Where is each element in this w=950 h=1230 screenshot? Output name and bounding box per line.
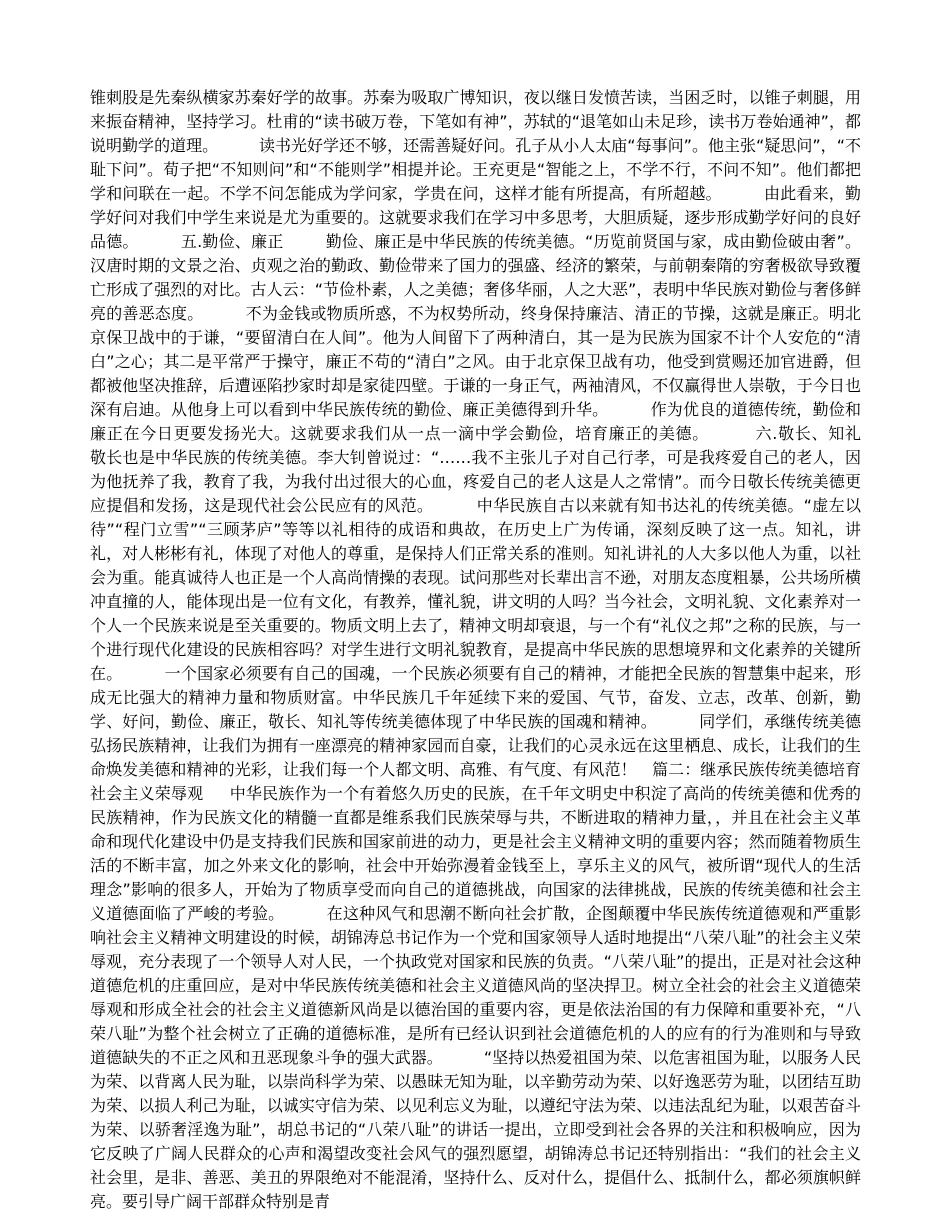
document-body-text: 锥刺股是先秦纵横家苏秦好学的故事。苏秦为吸取广博知识，夜以继日发愤苦读，当困乏时，以锥子刺腿，用来振奋精神，坚持学习。杜甫的“读书破万卷，下笔如有神”，苏轼的“退笔如山未足珍，读书万卷始通神”，都说明勤学的道理。 读书光好学还不够，还需善疑好问。孔子从小人太庙“每事问”。他主张“疑思问”，“不耻下问”。荀子把“不知则问”和“不能则学”相提并论。王充更是“智能之上，不学不行，不问不知”。他们都把学和问联在一起。不学不问怎能成为学问家，学贵在问，这样才能有所提高，有所超越。 由此看来，勤学好问对我们中学生来说是尤为重要的。这就要求我们在学习中多思考，大胆质疑，逐步形成勤学好问的良好品德。 五.勤俭、廉正 勤俭、廉正是中华民族的传统美德。“历览前贤国与家，成由勤俭破由奢”。汉唐时期的文景之治、贞观之治的勤政、勤俭带来了国力的强盛、经济的繁荣，与前朝秦隋的穷奢极欲导致覆亡形成了强烈的对比。古人云：“节俭朴素，人之美德；奢侈华丽，人之大恶”，表明中华民族对勤俭与奢侈鲜亮的善恶态度。 不为金钱或物质所惑，不为权势所动，终身保持廉洁、清正的节操，这就是廉正。明北京保卫战中的于谦，“要留清白在人间”。他为人间留下了两种清白，其一是为民族为国家不计个人安危的“清白”之心；其二是平常严于操守，廉正不苟的“清白”之风。由于北京保卫战有功，他受到赏赐还加官进爵，但都被他坚决推辞，后遭诬陷抄家时却是家徒四壁。于谦的一身正气，两袖清风，不仅赢得世人崇敬，于今日也深有启迪。从他身上可以看到中华民族传统的勤俭、廉正美德得到升华。 作为优良的道德传统，勤俭和廉正在今日更要发扬光大。这就要求我们从一点一滴中学会勤俭，培育廉正的美德。 六.敬长、知礼 敬长也是中华民族的传统美德。李大钊曾说过：“……我不主张儿子对自己行孝，可是我疼爱自己的老人，因为他抚养了我，教育了我，为我付出过很大的心血，疼爱自己的老人这是人之常情”。而今日敬长传统美德更应提倡和发扬，这是现代社会公民应有的风范。 中华民族自古以来就有知书达礼的传统美德。“虚左以待”“程门立雪”“三顾茅庐”等等以礼相待的成语和典故，在历史上广为传诵，深刻反映了这一点。知礼，讲礼，对人彬彬有礼，体现了对他人的尊重，是保持人们正常关系的准则。知礼讲礼的人大多以他人为重，以社会为重。能真诚待人也正是一个人高尚情操的表现。试问那些对长辈出言不逊，对朋友态度粗暴，公共场所横冲直撞的人，能体现出是一位有文化，有教养，懂礼貌，讲文明的人吗？当今社会，文明礼貌、文化素养对一个人一个民族来说是至关重要的。物质文明上去了，精神文明却衰退，与一个有“礼仪之邦”之称的民族，与一个进行现代化建设的民族相容吗？对学生进行文明礼貌教育，是提高中华民族的思想境界和文化素养的关键所在。 一个国家必须要有自己的国魂，一个民族必须要有自己的精神，才能把全民族的智慧集中起来，形成无比强大的精神力量和物质财富。中华民族几千年延续下来的爱国、气节，奋发、立志，改革、创新，勤学、好问，勤俭、廉正，敬长、知礼等传统美德体现了中华民族的国魂和精神。 同学们，承继传统美德弘扬民族精神，让我们为拥有一座漂亮的精神家园而自豪，让我们的心灵永远在这里栖息、成长，让我们的生命焕发美德和精神的光彩，让我们每一个人都文明、高雅、有气度、有风范！ 篇二：继承民族传统美德培育社会主义荣辱观 中华民族作为一个有着悠久历史的民族，在千年文明史中积淀了高尚的传统美德和优秀的民族精神，作为民族文化的精髓一直都是维系我们民族荣辱与共，不断进取的精神力量，，并且在社会主义革命和现代化建设中仍是支持我们民族和国家前进的动力，更是社会主义精神文明的重要内容；然而随着物质生活的不断丰富，加之外来文化的影响，社会中开始弥漫着金钱至上，享乐主义的风气，被所谓“现代人的生活理念”影响的很多人，开始为了物质享受而向自己的道德挑战，向国家的法律挑战，民族的传统美德和社会主义道德面临了严峻的考验。 在这种风气和思潮不断向社会扩散，企图颠覆中华民族传统道德观和严重影响社会主义精神文明建设的时候，胡锦涛总书记作为一个党和国家领导人适时地提出“八荣八耻”的社会主义荣辱观，充分表现了一个领导人对人民，一个执政党对国家和民族的负责。“八荣八耻”的提出，正是对社会这种道德危机的庄重回应，是对中华民族传统美德和社会主义道德风尚的坚决捍卫。树立全社会的社会主义道德荣辱观和形成全社会的社会主义道德新风尚是以德治国的重要内容，更是依法治国的有力保障和重要补充，“八荣八耻”为整个社会树立了正确的道德标准，是所有已经认识到社会道德危机的人的应有的行为准则和与导致道德缺失的不正之风和丑恶现象斗争的强大武器。 “坚持以热爱祖国为荣、以危害祖国为耻，以服务人民为荣、以背离人民为耻，以崇尚科学为荣、以愚昧无知为耻，以辛勤劳动为荣、以好逸恶劳为耻，以团结互助为荣、以损人利己为耻，以诚实守信为荣、以见利忘义为耻，以遵纪守法为荣、以违法乱纪为耻，以艰苦奋斗为荣、以骄奢淫逸为耻”，胡总书记的“八荣八耻”的讲话一提出，立即受到社会各界的关注和积极响应，因为它反映了广阔人民群众的心声和渴望改变社会风气的强烈愿望，胡锦涛总书记还特别指出：“我们的社会主义社会里，是非、善恶、美丑的界限绝对不能混淆，坚持什么、反对什么，提倡什么、抵制什么，都必须旗帜鲜亮。要引导广阔干部群众特别是青 <box>90 88 902 1211</box>
